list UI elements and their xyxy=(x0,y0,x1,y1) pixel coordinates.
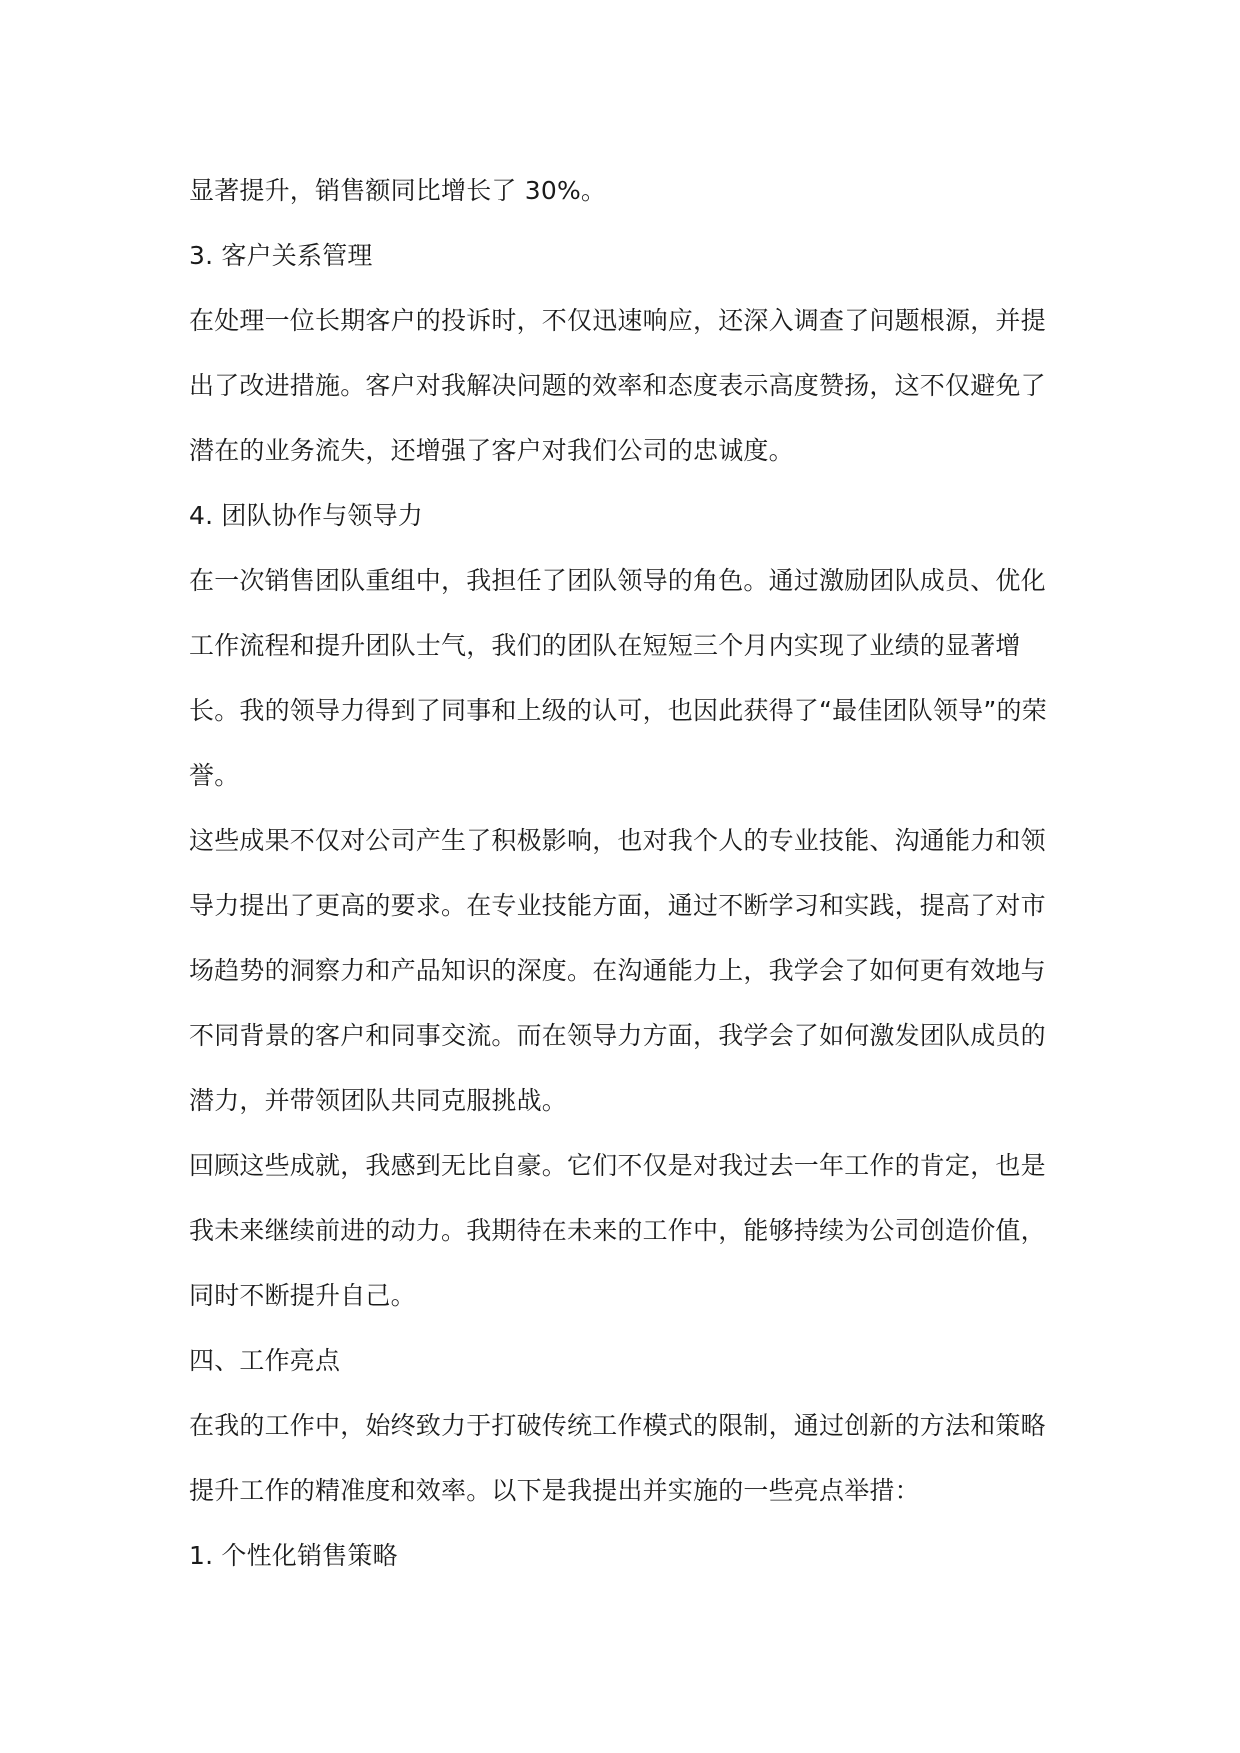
section-heading-personalized-sales: 1. 个性化销售策略 xyxy=(189,1541,398,1570)
section-heading-teamwork-leadership: 4. 团队协作与领导力 xyxy=(189,501,424,530)
paragraph-line: 长。我的领导力得到了同事和上级的认可，也因此获得了“最佳团队领导”的荣 xyxy=(189,696,1047,725)
paragraph-line: 显著提升，销售额同比增长了 30%。 xyxy=(189,176,607,205)
document-body xyxy=(189,158,1051,1588)
paragraph-line: 导力提出了更高的要求。在专业技能方面，通过不断学习和实践，提高了对市 xyxy=(189,891,1046,920)
paragraph-line: 同时不断提升自己。 xyxy=(189,1281,416,1310)
paragraph-line: 不同背景的客户和同事交流。而在领导力方面，我学会了如何激发团队成员的 xyxy=(189,1021,1046,1050)
paragraph-line: 潜力，并带领团队共同克服挑战。 xyxy=(189,1086,568,1115)
paragraph-line: 潜在的业务流失，还增强了客户对我们公司的忠诚度。 xyxy=(189,436,794,465)
section-heading-customer-relations: 3. 客户关系管理 xyxy=(189,241,373,270)
paragraph-line: 回顾这些成就，我感到无比自豪。它们不仅是对我过去一年工作的肯定，也是 xyxy=(189,1151,1046,1180)
paragraph-line: 在一次销售团队重组中，我担任了团队领导的角色。通过激励团队成员、优化 xyxy=(189,566,1046,595)
paragraph-line: 在我的工作中，始终致力于打破传统工作模式的限制，通过创新的方法和策略 xyxy=(189,1411,1046,1440)
paragraph-line: 工作流程和提升团队士气，我们的团队在短短三个月内实现了业绩的显著增 xyxy=(189,631,1021,660)
paragraph-line: 我未来继续前进的动力。我期待在未来的工作中，能够持续为公司创造价值， xyxy=(189,1216,1046,1245)
paragraph-line: 提升工作的精准度和效率。以下是我提出并实施的一些亮点举措： xyxy=(189,1476,920,1505)
paragraph-line: 这些成果不仅对公司产生了积极影响，也对我个人的专业技能、沟通能力和领 xyxy=(189,826,1046,855)
section-heading-work-highlights: 四、工作亮点 xyxy=(189,1346,341,1375)
paragraph-line: 出了改进措施。客户对我解决问题的效率和态度表示高度赞扬，这不仅避免了 xyxy=(189,371,1046,400)
paragraph-line: 誉。 xyxy=(189,761,240,790)
paragraph-line: 在处理一位长期客户的投诉时，不仅迅速响应，还深入调查了问题根源，并提 xyxy=(189,306,1046,335)
paragraph-line: 场趋势的洞察力和产品知识的深度。在沟通能力上，我学会了如何更有效地与 xyxy=(189,956,1046,985)
